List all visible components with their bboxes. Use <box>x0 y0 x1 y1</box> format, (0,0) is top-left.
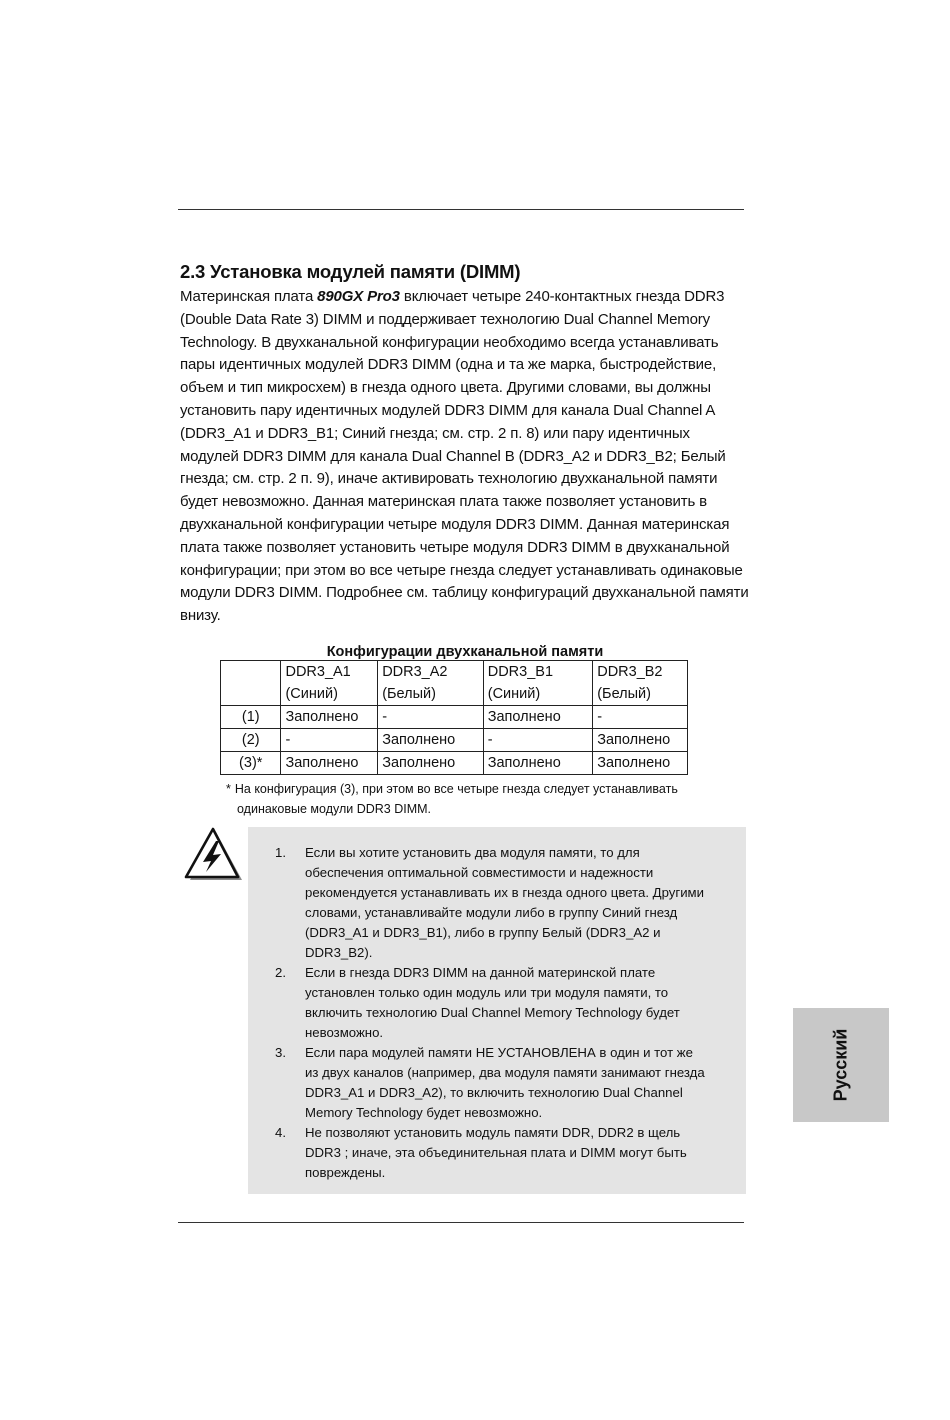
note-text: Если в гнезда DDR3 DIMM на данной материнской плате установлен только один модуль или три модуля памяти, то включить технологию Dual Channel Memory Technology будет невозможно. <box>305 965 680 1040</box>
note-item <box>275 1043 707 1123</box>
header-cell <box>483 661 592 706</box>
table-cell: Заполнено <box>593 729 688 752</box>
table-cell: Заполнено <box>593 752 688 775</box>
table-footnote <box>226 779 726 819</box>
table-header-row <box>221 661 688 706</box>
bottom-rule <box>178 1222 744 1223</box>
table-row <box>221 752 688 775</box>
top-rule <box>178 209 744 210</box>
header-slot: DDR3_A1 <box>285 664 351 680</box>
header-color: (Синий) <box>487 686 541 702</box>
note-text: Не позволяют установить модуль памяти DDR, DDR2 в щель DDR3 ; иначе, эта объединительная плата и DIMM могут быть повреждены. <box>305 1125 687 1180</box>
note-number: 3. <box>275 1045 286 1060</box>
header-cell <box>378 661 484 706</box>
table-caption: Конфигурации двухканальной памяти <box>326 644 604 660</box>
footnote-line-2: одинаковые модули DDR3 DIMM. <box>237 802 432 816</box>
notes-list <box>275 843 707 1183</box>
table-cell: - <box>593 706 688 729</box>
table-cell: Заполнено <box>281 752 378 775</box>
table-cell: - <box>483 729 592 752</box>
header-slot: DDR3_B2 <box>597 664 663 680</box>
table-cell: - <box>378 706 484 729</box>
note-number: 1. <box>275 845 286 860</box>
table-cell: Заполнено <box>281 706 378 729</box>
table-cell: Заполнено <box>378 729 484 752</box>
header-color: (Белый) <box>597 686 651 702</box>
dual-channel-config-table <box>220 660 688 775</box>
board-model: 890GX Pro3 <box>317 288 400 305</box>
language-label: Русский <box>830 1028 851 1102</box>
table-cell: Заполнено <box>378 752 484 775</box>
language-side-tab <box>793 1008 889 1122</box>
table-cell: Заполнено <box>483 706 592 729</box>
header-empty-cell <box>221 661 281 706</box>
intro-text-start: Материнская плата <box>180 288 318 305</box>
table-cell: Заполнено <box>483 752 592 775</box>
table-row <box>221 706 688 729</box>
header-color: (Синий) <box>285 686 338 702</box>
notes-box <box>248 827 746 1194</box>
note-item <box>275 1123 707 1183</box>
header-slot: DDR3_A2 <box>382 664 448 680</box>
warning-lightning-icon <box>183 826 243 884</box>
table-row <box>221 729 688 752</box>
note-text: Если вы хотите установить два модуля памяти, то для обеспечения оптимальной совместимости и надежности рекомендуется устанавливать их в гнезда одного цвета. Другими словами, устанавливайте модули либо в группу Синий гнезд (DDR3_A1 и DDR3_B1), либо в группу Белый (DDR3_A2 и DDR3_B2). <box>305 845 704 960</box>
note-number: 2. <box>275 965 286 980</box>
table-cell: - <box>281 729 378 752</box>
intro-text-rest: включает четыре 240-контактных гнезда DDR3 (Double Data Rate 3) DIMM и поддерживает технологию Dual Channel Memory Technology. В двухканальной конфигурации необходимо всегда устанавливать пары идентичных модулей DDR3 DIMM (одна и та же марка, быстродействие, объем и тип микросхем) в гнезда одного цвета. Другими словами, вы должны установить пару идентичных модулей DDR3 DIMM для канала Dual Channel A (DDR3_A1 и DDR3_B1; Синий гнезда; см. стр. 2 п. 8) или пару идентичных модулей DDR3 DIMM для канала Dual Channel B (DDR3_A2 и DDR3_B2; Белый гнезда; см. стр. 2 п. 9), иначе активировать технологию двухканальной памяти будет невозможно. Данная материнская плата также позволяет установить в двухканальной конфигурации четыре модуля DDR3 DIMM. Данная материнская плата также позволяет установить четыре модуля DDR3 DIMM в двухканальной конфигурации; при этом во все четыре гнезда следует устанавливать одинаковые модули DDR3 DIMM. Подробнее см. таблицу конфигураций двухканальной памяти внизу. <box>180 288 749 625</box>
note-number: 4. <box>275 1125 286 1140</box>
header-color: (Белый) <box>382 686 436 702</box>
row-label: (3)* <box>221 752 281 775</box>
header-slot: DDR3_B1 <box>487 664 554 680</box>
footnote-line-1: На конфигурация (3), при этом во все четыре гнезда следует устанавливать <box>234 782 678 796</box>
note-item <box>275 963 707 1043</box>
header-cell <box>593 661 688 706</box>
note-item <box>275 843 707 963</box>
section-title: 2.3 Установка модулей памяти (DIMM) <box>180 261 521 282</box>
intro-paragraph <box>180 286 752 628</box>
header-cell <box>281 661 378 706</box>
note-text: Если пара модулей памяти НЕ УСТАНОВЛЕНА в один и тот же из двух каналов (например, два модуля памяти занимают гнезда DDR3_A1 и DDR3_A2), то включить технологию Dual Channel Memory Technology будет невозможно. <box>305 1045 705 1120</box>
footnote-star: * <box>226 782 231 796</box>
row-label: (2) <box>221 729 281 752</box>
row-label: (1) <box>221 706 281 729</box>
